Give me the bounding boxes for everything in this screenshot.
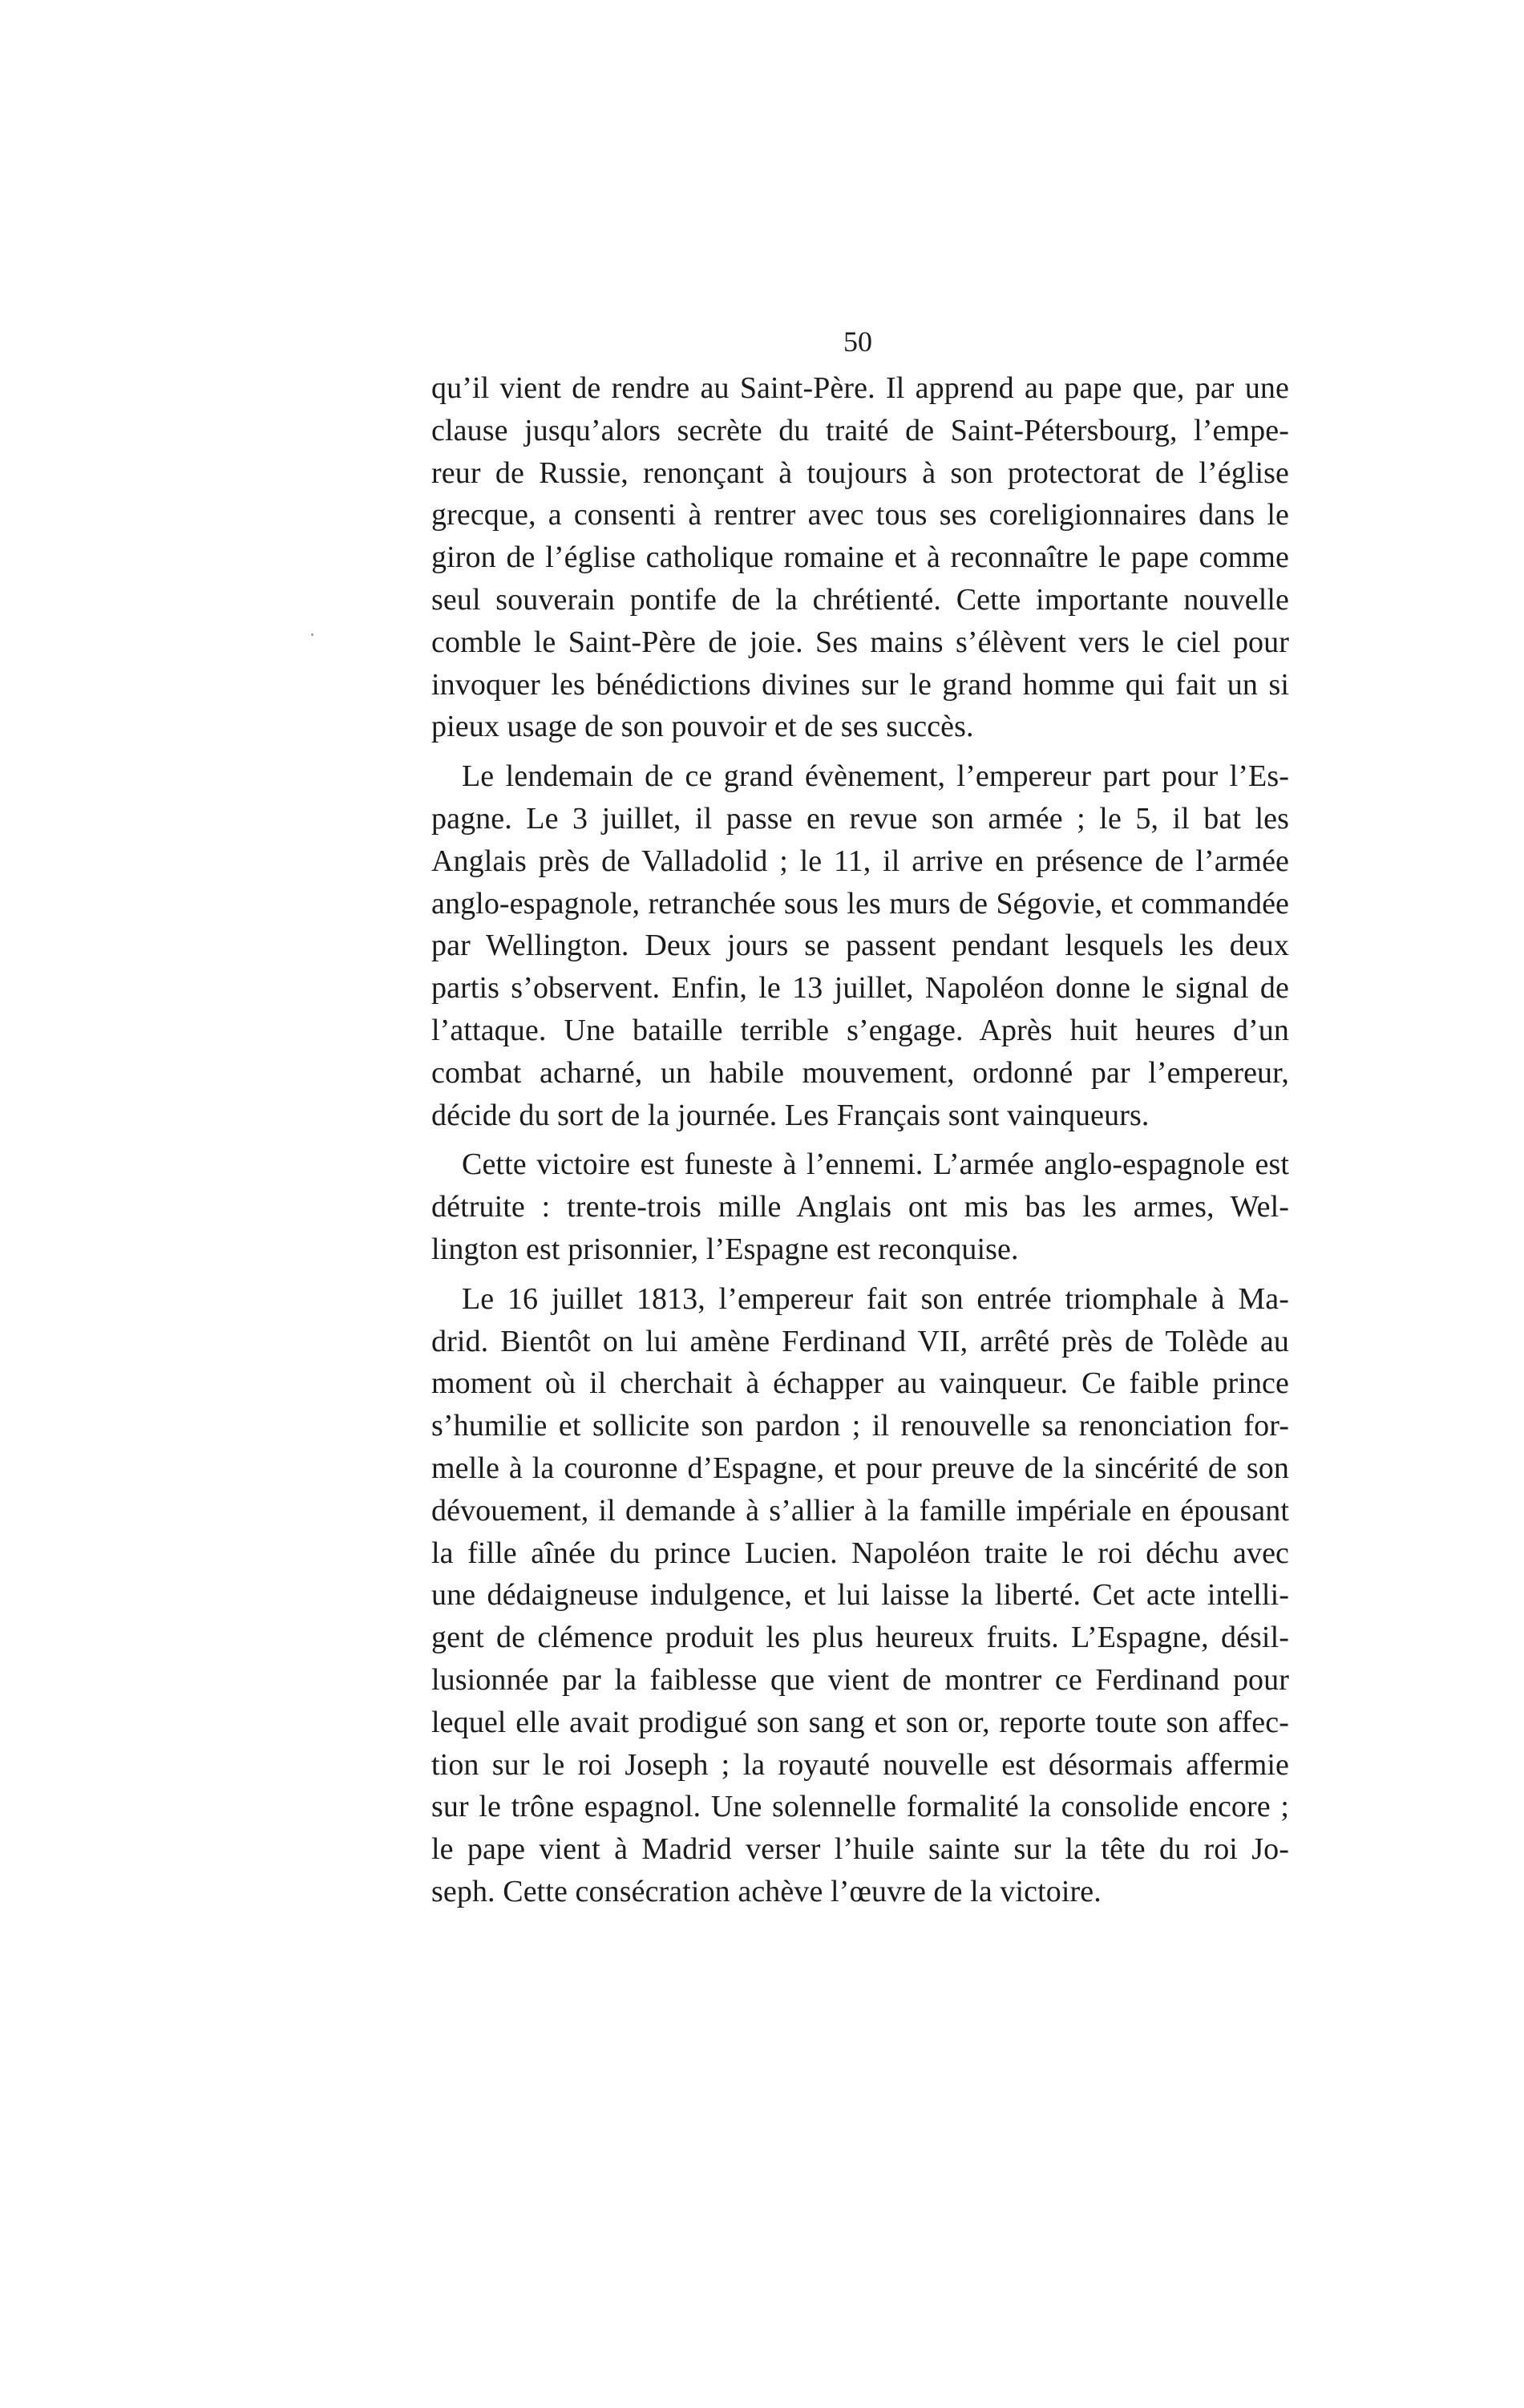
scan-speck [311, 633, 313, 636]
text-line: le pape vient à Madrid verser l’huile sainte sur la tête du roi Jo- [431, 1832, 1289, 1867]
text-line: partis s’observent. Enfin, le 13 juillet, Napoléon donne le signal de [431, 971, 1289, 1006]
text-line: anglo-espagnole, retranchée sous les murs de Ségovie, et commandée [431, 886, 1289, 921]
text-line: clause jusqu’alors secrète du traité de Saint-Pétersbourg, l’empe- [431, 413, 1289, 447]
text-line: une dédaigneuse indulgence, et lui laisse la liberté. Cet acte intelli- [431, 1578, 1289, 1613]
text-line: pagne. Le 3 juillet, il passe en revue son armée ; le 5, il bat les [431, 801, 1289, 836]
text-line: détruite : trente-trois mille Anglais ont mis bas les armes, Wel- [431, 1190, 1289, 1224]
text-line: tion sur le roi Joseph ; la royauté nouvelle est désormais affermie [431, 1747, 1289, 1782]
text-line: l’attaque. Une bataille terrible s’engage. Après huit heures d’un [431, 1013, 1289, 1047]
text-line: seph. Cette consécration achève l’œuvre de la victoire. [431, 1874, 1102, 1908]
text-line: drid. Bientôt on lui amène Ferdinand VII, arrêté près de Tolède au [431, 1324, 1289, 1358]
text-line: lington est prisonnier, l’Espagne est reconquise. [431, 1232, 1019, 1266]
text-line: giron de l’église catholique romaine et à reconnaître le pape comme [431, 540, 1289, 575]
text-line: Cette victoire est funeste à l’ennemi. L’armée anglo-espagnole est [462, 1147, 1289, 1182]
body-text [431, 367, 1289, 1913]
text-line: grecque, a consenti à rentrer avec tous ses coreligionnaires dans le [431, 498, 1289, 532]
text-line: sur le trône espagnol. Une solennelle formalité la consolide encore ; [431, 1790, 1289, 1824]
text-line: combat acharné, un habile mouvement, ordonné par l’empereur, [431, 1055, 1289, 1090]
text-line: comble le Saint-Père de joie. Ses mains s’élèvent vers le ciel pour [431, 625, 1289, 659]
text-line: moment où il cherchait à échapper au vainqueur. Ce faible prince [431, 1366, 1289, 1401]
text-line: lequel elle avait prodigué son sang et son or, reporte toute son affec- [431, 1705, 1289, 1739]
text-line: melle à la couronne d’Espagne, et pour preuve de la sincérité de son [431, 1451, 1289, 1485]
text-line: pieux usage de son pouvoir et de ses succès. [431, 710, 974, 744]
text-line: Le 16 juillet 1813, l’empereur fait son entrée triomphale à Ma- [462, 1281, 1289, 1316]
text-line: seul souverain pontife de la chrétienté. Cette importante nouvelle [431, 582, 1289, 617]
text-line: Anglais près de Valladolid ; le 11, il arrive en présence de l’armée [431, 844, 1289, 878]
text-line: lusionnée par la faiblesse que vient de montrer ce Ferdinand pour [431, 1662, 1289, 1697]
text-line: reur de Russie, renonçant à toujours à son protectorat de l’église [431, 455, 1289, 490]
text-line: gent de clémence produit les plus heureux fruits. L’Espagne, désil- [431, 1621, 1289, 1655]
text-line: la fille aînée du prince Lucien. Napoléon traite le roi déchu avec [431, 1536, 1289, 1570]
text-line: s’humilie et sollicite son pardon ; il renouvelle sa renonciation for- [431, 1409, 1289, 1443]
text-line: Le lendemain de ce grand évènement, l’empereur part pour l’Es- [462, 759, 1289, 794]
text-line: dévouement, il demande à s’allier à la famille impériale en épousant [431, 1493, 1289, 1528]
text-line: par Wellington. Deux jours se passent pendant lesquels les deux [431, 929, 1289, 963]
page-number: 50 [843, 326, 872, 358]
text-line: qu’il vient de rendre au Saint-Père. Il apprend au pape que, par une [431, 371, 1289, 405]
text-line: invoquer les bénédictions divines sur le grand homme qui fait un si [431, 667, 1289, 702]
text-line: décide du sort de la journée. Les Français sont vainqueurs. [431, 1098, 1150, 1132]
